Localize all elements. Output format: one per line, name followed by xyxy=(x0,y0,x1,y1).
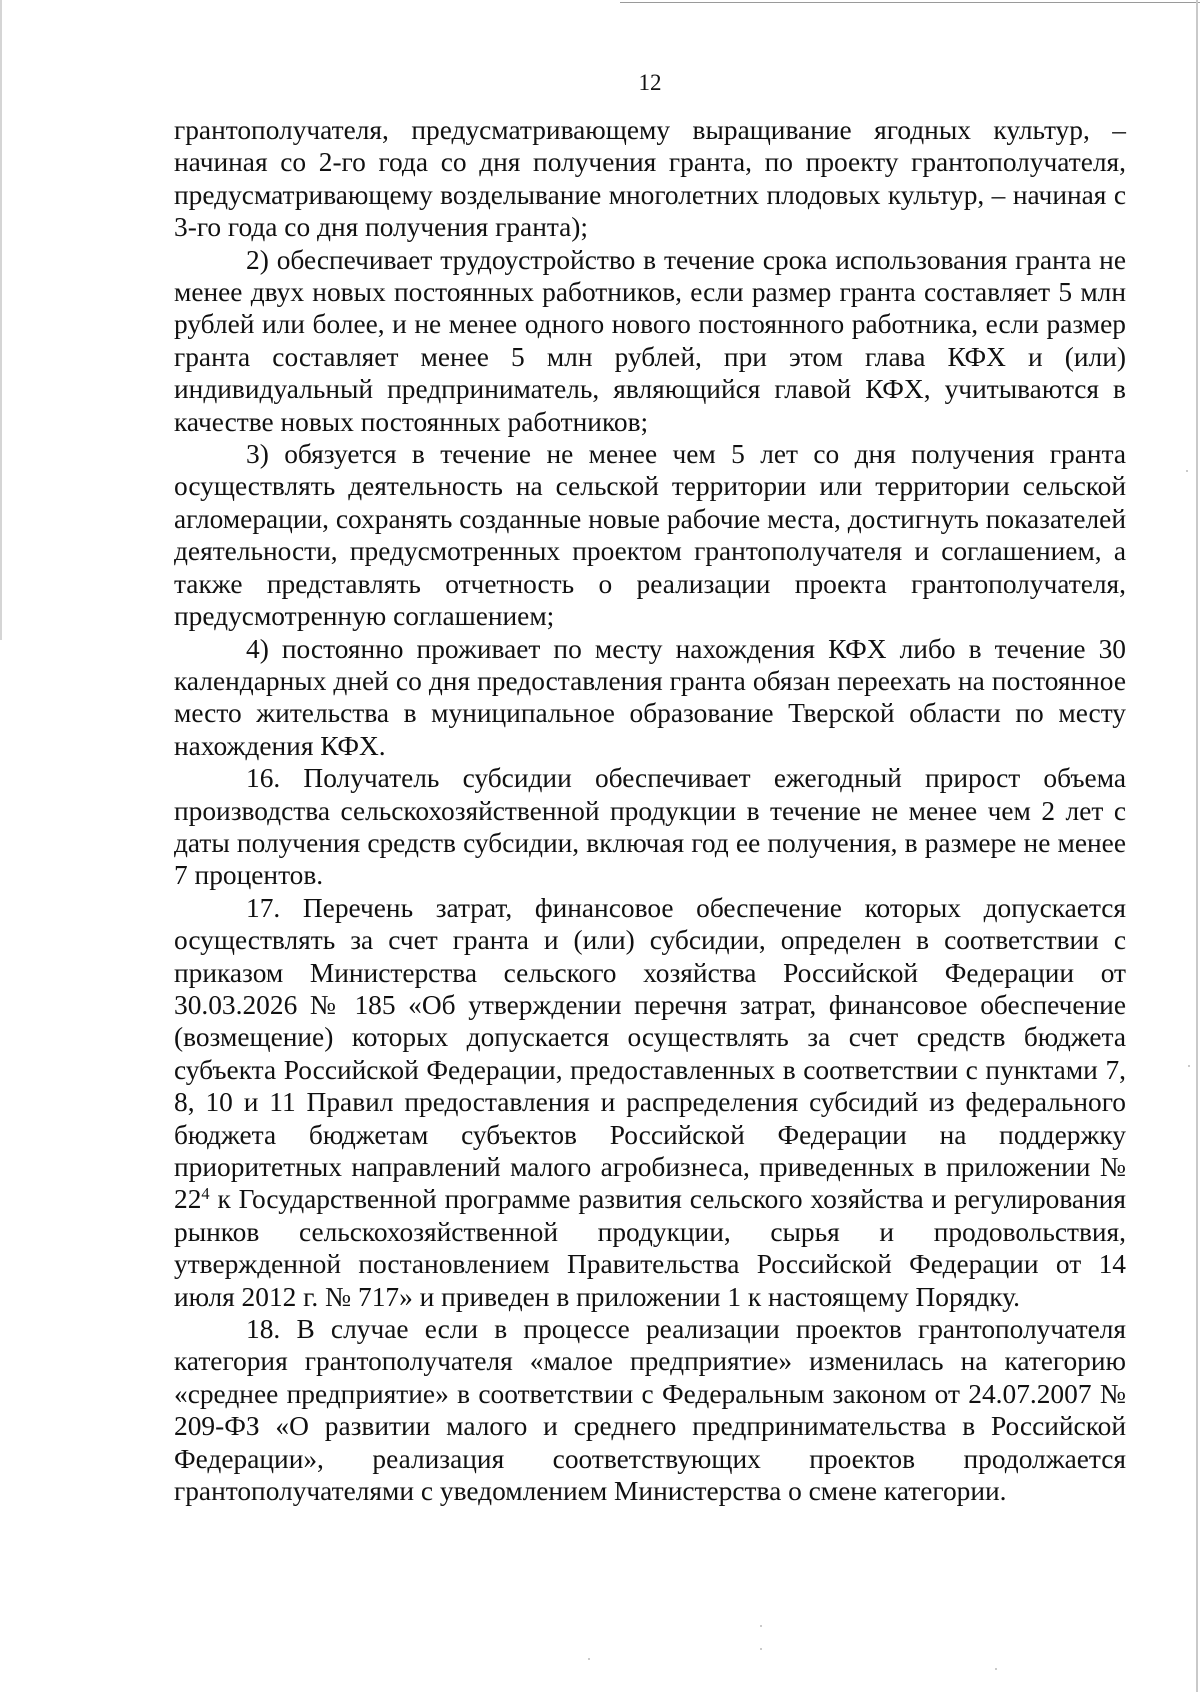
paragraph-item-4: 4) постоянно проживает по месту нахождения КФХ либо в течение 30 календарных дней со дня предоставления гранта обязан переехать на постоянное место жительства в муниципальное образование Тверской области по месту нахождения КФХ. xyxy=(174,633,1126,761)
page-number: 12 xyxy=(638,70,662,95)
document-body xyxy=(174,114,1126,1507)
scan-speck xyxy=(760,1625,762,1627)
scan-speck xyxy=(1188,1065,1190,1067)
scan-edge-right xyxy=(1196,0,1198,1692)
paragraph-continuation: грантополучателя, предусматривающему выращивание ягодных культур, – начиная со 2-го года со дня получения гранта, по проекту грантополучателя, предусматривающему возделывание многолетних плодовых культур, – начиная с 3-го года со дня получения гранта); xyxy=(174,115,1126,243)
appendix-superscript: 4 xyxy=(201,1184,210,1204)
paragraph-item-2: 2) обеспечивает трудоустройство в течение срока использования гранта не менее двух новых постоянных работников, если размер гранта составляет 5 млн рублей или более, и не менее одного нового постоянного работника, если размер гранта составляет менее 5 млн рублей, при этом глава КФХ и (или) индивидуальный предприниматель, являющийся главой КФХ, учитываются в качестве новых постоянных работников; xyxy=(174,244,1126,437)
scan-speck xyxy=(760,1648,762,1650)
paragraph-item-3: 3) обязуется в течение не менее чем 5 лет со дня получения гранта осуществлять деятельность на сельской территории или территории сельской агломерации, сохранять созданные новые рабочие места, достигнуть показателей деятельности, предусмотренных проектом грантополучателя и соглашением, а также представлять отчетность о реализации проекта грантополучателя, предусмотренную соглашением; xyxy=(174,439,1126,632)
clause-17-text-before: 17. Перечень затрат, финансовое обеспечение которых допускается осуществлять за счет гранта и (или) субсидии, определен в соответствии с приказом Министерства сельского хозяйства Российской Федерации от 30.03.2026 № 185 «Об утверждении перечня затрат, финансовое обеспечение (возмещение) которых допускается осуществлять за счет средств бюджета субъекта Российской Федерации, предоставленных в соответствии с пунктами 7, 8, 10 и 11 Правил предоставления и распределения субсидий из федерального бюджета бюджетам субъектов Российской Федерации на поддержку приоритетных направлений малого агробизнеса, приведенных в приложении № 22 xyxy=(174,892,1126,1215)
scan-speck xyxy=(995,1668,997,1670)
paragraph-clause-18: 18. В случае если в процессе реализации проектов грантополучателя категория грантополучателя «малое предприятие» изменилась на категорию «среднее предприятие» в соответствии с Федеральным законом от 24.07.2007 № 209-ФЗ «О развитии малого и среднего предпринимательства в Российской Федерации», реализация соответствующих проектов продолжается грантополучателями с уведомлением Министерства о смене категории. xyxy=(174,1314,1126,1507)
scan-speck xyxy=(588,1658,590,1660)
scan-speck xyxy=(1186,470,1188,472)
clause-17-text-after: к Государственной программе развития сельского хозяйства и регулирования рынков сельскохозяйственной продукции, сырья и продовольствия, утвержденной постановлением Правительства Российской Федерации от 14 июля 2012 г. № 717» и приведен в приложении 1 к настоящему Порядку. xyxy=(174,1184,1126,1312)
paragraph-clause-16: 16. Получатель субсидии обеспечивает ежегодный прирост объема производства сельскохозяйственной продукции в течение не менее чем 2 лет с даты получения средств субсидии, включая год ее получения, в размере не менее 7 процентов. xyxy=(174,763,1126,891)
paragraph-clause-17 xyxy=(174,892,1126,1313)
scan-edge-top xyxy=(620,2,1200,3)
